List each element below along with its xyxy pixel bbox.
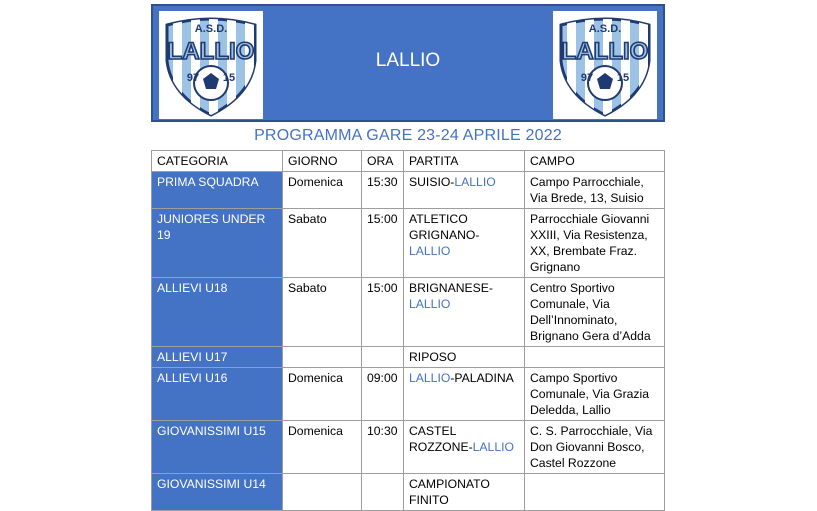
table-row bbox=[152, 474, 665, 511]
cell-categoria: GIOVANISSIMI U15 bbox=[152, 421, 283, 474]
cell-categoria: PRIMA SQUADRA bbox=[152, 172, 283, 209]
partita-text: BRIGNANESE- bbox=[409, 281, 493, 295]
cell-categoria: GIOVANISSIMI U14 bbox=[152, 474, 283, 511]
cell-ora bbox=[362, 474, 404, 511]
table-row bbox=[152, 172, 665, 209]
svg-text:97: 97 bbox=[580, 72, 594, 84]
cell-ora: 15:00 bbox=[362, 278, 404, 347]
svg-text:LALLIO: LALLIO bbox=[167, 38, 255, 65]
cell-giorno bbox=[283, 347, 362, 368]
table-row bbox=[152, 278, 665, 347]
table-header-row bbox=[152, 151, 665, 172]
column-header-ora: ORA bbox=[362, 151, 404, 172]
cell-campo: Centro Sportivo Comunale, Via Dell’Innominato, Brignano Gera d’Adda bbox=[525, 278, 665, 347]
cell-partita bbox=[404, 172, 525, 209]
table-row bbox=[152, 368, 665, 421]
cell-ora bbox=[362, 347, 404, 368]
cell-ora: 09:00 bbox=[362, 368, 404, 421]
table-row bbox=[152, 209, 665, 278]
partita-home-team: LALLIO bbox=[409, 297, 451, 311]
partita-text: -PALADINA bbox=[450, 371, 514, 385]
cell-partita bbox=[404, 421, 525, 474]
svg-text:15: 15 bbox=[222, 72, 236, 84]
cell-giorno bbox=[283, 474, 362, 511]
fixtures-table bbox=[151, 150, 665, 511]
cell-categoria: JUNIORES UNDER 19 bbox=[152, 209, 283, 278]
partita-text: RIPOSO bbox=[409, 350, 457, 364]
column-header-partita: PARTITA bbox=[404, 151, 525, 172]
banner-title: LALLIO bbox=[375, 50, 441, 71]
cell-categoria: ALLIEVI U16 bbox=[152, 368, 283, 421]
column-header-giorno: GIORNO bbox=[283, 151, 362, 172]
partita-home-team: LALLIO bbox=[409, 244, 451, 258]
svg-text:97: 97 bbox=[186, 72, 200, 84]
cell-campo: Campo Sportivo Comunale, Via Grazia Deledda, Lallio bbox=[525, 368, 665, 421]
cell-campo: Campo Parrocchiale, Via Brede, 13, Suisio bbox=[525, 172, 665, 209]
cell-ora: 15:30 bbox=[362, 172, 404, 209]
cell-partita bbox=[404, 278, 525, 347]
cell-partita bbox=[404, 368, 525, 421]
cell-partita bbox=[404, 347, 525, 368]
partita-text: ATLETICO GRIGNANO- bbox=[409, 212, 480, 242]
cell-campo bbox=[525, 474, 665, 511]
partita-home-team: LALLIO bbox=[409, 371, 451, 385]
cell-ora: 10:30 bbox=[362, 421, 404, 474]
cell-campo bbox=[525, 347, 665, 368]
svg-text:A.S.D.: A.S.D. bbox=[588, 23, 622, 35]
club-logo-right bbox=[553, 11, 657, 119]
cell-campo: Parrocchiale Giovanni XXIII, Via Resistenza, XX, Brembate Fraz. Grignano bbox=[525, 209, 665, 278]
table-row bbox=[152, 421, 665, 474]
club-crest-icon bbox=[553, 11, 657, 119]
cell-ora: 15:00 bbox=[362, 209, 404, 278]
svg-text:15: 15 bbox=[616, 72, 630, 84]
cell-giorno: Sabato bbox=[283, 278, 362, 347]
cell-categoria: ALLIEVI U17 bbox=[152, 347, 283, 368]
svg-text:LALLIO: LALLIO bbox=[561, 38, 649, 65]
cell-partita bbox=[404, 209, 525, 278]
partita-text: SUISIO- bbox=[409, 175, 455, 189]
cell-categoria: ALLIEVI U18 bbox=[152, 278, 283, 347]
column-header-campo: CAMPO bbox=[525, 151, 665, 172]
cell-giorno: Domenica bbox=[283, 421, 362, 474]
partita-home-team: LALLIO bbox=[454, 175, 496, 189]
cell-campo: C. S. Parrocchiale, Via Don Giovanni Bosco, Castel Rozzone bbox=[525, 421, 665, 474]
cell-giorno: Sabato bbox=[283, 209, 362, 278]
partita-text: CAMPIONATO FINITO bbox=[409, 477, 490, 507]
table-row bbox=[152, 347, 665, 368]
cell-giorno: Domenica bbox=[283, 172, 362, 209]
cell-giorno: Domenica bbox=[283, 368, 362, 421]
column-header-categoria: CATEGORIA bbox=[152, 151, 283, 172]
partita-text: CASTEL ROZZONE- bbox=[409, 424, 473, 454]
cell-partita bbox=[404, 474, 525, 511]
svg-text:A.S.D.: A.S.D. bbox=[194, 23, 228, 35]
partita-home-team: LALLIO bbox=[472, 440, 514, 454]
page-title: PROGRAMMA GARE 23-24 APRILE 2022 bbox=[254, 127, 562, 144]
header-banner bbox=[151, 4, 665, 122]
